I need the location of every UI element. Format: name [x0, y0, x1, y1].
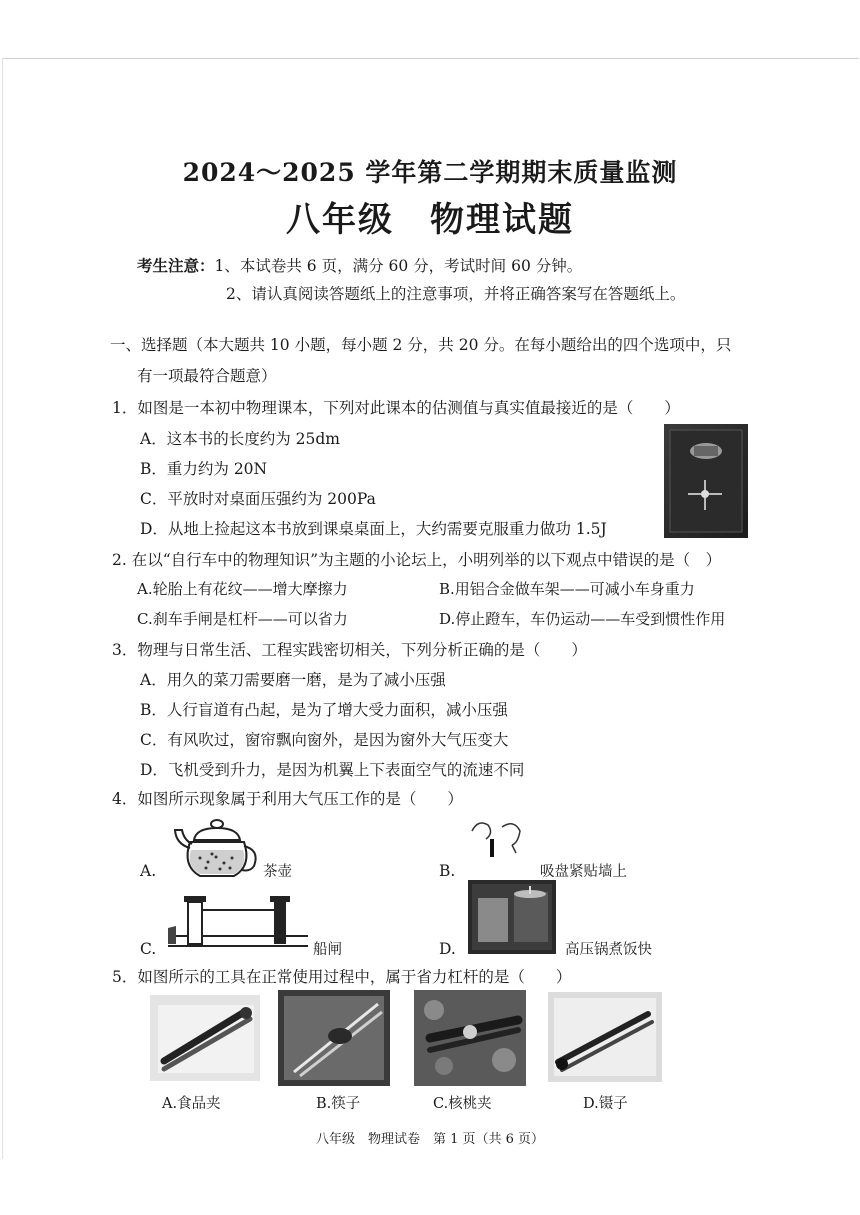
question-4-option-d-caption: 高压锅煮饭快	[565, 942, 652, 958]
question-4-option-c-caption: 船闸	[313, 942, 342, 958]
question-5-stem: 5．如图所示的工具在正常使用过程中，属于省力杠杆的是（ ）	[112, 968, 572, 986]
question-1-option-a: A．这本书的长度约为 25dm	[140, 430, 340, 448]
section-heading-line-2: 有一项最符合题意）	[137, 367, 277, 385]
question-4-stem: 4．如图所示现象属于利用大气压工作的是（ ）	[112, 790, 463, 808]
question-5-option-d-caption: D.镊子	[583, 1096, 628, 1112]
chopsticks-image	[278, 990, 390, 1086]
question-1-option-d: D．从地上捡起这本书放到课桌桌面上，大约需要克服重力做功 1.5J	[140, 520, 607, 538]
notice-line-2: 2、请认真阅读答题纸上的注意事项，并将正确答案写在答题纸上。	[226, 285, 686, 303]
question-4-option-b-letter: B.	[439, 862, 456, 880]
question-4-option-b-caption: 吸盘紧贴墙上	[540, 864, 627, 880]
question-3-option-c: C．有风吹过，窗帘飘向窗外，是因为窗外大气压变大	[140, 731, 509, 749]
question-1-stem: 1．如图是一本初中物理课本，下列对此课本的估测值与真实值最接近的是（ ）	[112, 399, 680, 417]
question-2-stem: 2. 在以“自行车中的物理知识”为主题的小论坛上，小明列举的以下观点中错误的是（ ）	[112, 551, 722, 569]
pressure-cooker-image	[468, 880, 556, 954]
question-4-option-a-caption: 茶壶	[263, 864, 292, 880]
question-2-option-c: C.刹车手闸是杠杆——可以省力	[137, 610, 348, 628]
nutcracker-image	[414, 990, 526, 1086]
textbook-photo	[664, 424, 748, 538]
question-1-option-b: B．重力约为 20N	[140, 460, 268, 478]
question-5-option-a-caption: A.食品夹	[162, 1096, 221, 1112]
question-1-option-c: C．平放时对桌面压强约为 200Pa	[140, 490, 376, 508]
notice-line-1: 1、本试卷共 6 页，满分 60 分，考试时间 60 分钟。	[214, 257, 583, 275]
question-3-option-a: A．用久的菜刀需要磨一磨，是为了减小压强	[140, 671, 446, 689]
question-5-option-c-caption: C.核桃夹	[433, 1096, 492, 1112]
subject-title: 八年级 物理试题	[286, 200, 574, 240]
food-tongs-image	[150, 995, 260, 1081]
section-heading-line-1: 一、选择题（本大题共 10 小题，每小题 2 分，共 20 分。在每小题给出的四个选项中，只	[110, 336, 732, 354]
question-3-option-b: B．人行盲道有凸起，是为了增大受力面积，减小压强	[140, 701, 508, 719]
notice-label: 考生注意：	[137, 256, 215, 275]
question-5-option-b-caption: B.筷子	[316, 1096, 361, 1112]
question-3-stem: 3．物理与日常生活、工程实践密切相关，下列分析正确的是（ ）	[112, 641, 587, 659]
question-2-option-b: B.用铝合金做车架——可减小车身重力	[439, 580, 695, 598]
tweezers-image	[548, 992, 662, 1082]
suction-cup-image	[468, 815, 530, 877]
question-2-option-d: D.停止蹬车，车仍运动——车受到惯性作用	[439, 610, 726, 628]
question-4-option-c-letter: C.	[140, 940, 157, 958]
question-2-option-a: A.轮胎上有花纹——增大摩擦力	[137, 580, 348, 598]
notice	[137, 254, 582, 276]
ship-lock-image	[168, 888, 308, 952]
exam-title: 2024～2025 学年第二学期期末质量监测	[182, 158, 678, 187]
page-footer: 八年级 物理试卷 第 1 页（共 6 页）	[315, 1132, 545, 1147]
question-4-option-d-letter: D.	[439, 940, 456, 958]
question-3-option-d: D．飞机受到升力，是因为机翼上下表面空气的流速不同	[140, 761, 525, 779]
question-4-option-a-letter: A.	[140, 862, 157, 880]
teapot-image	[172, 810, 262, 882]
